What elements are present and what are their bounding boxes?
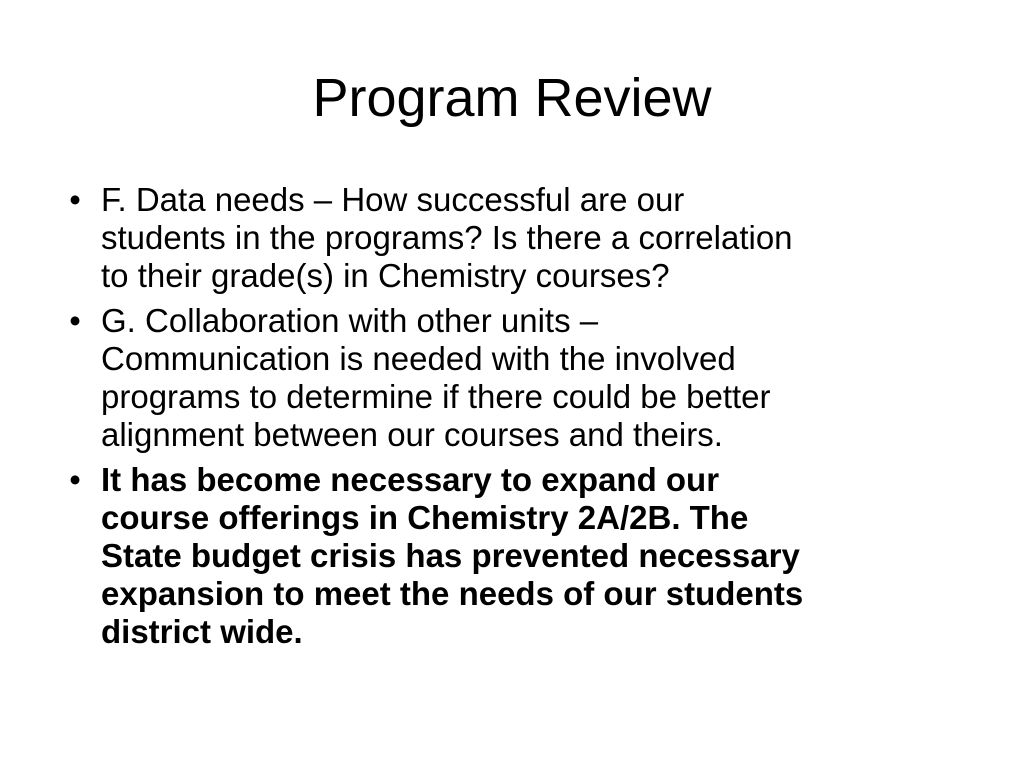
bullet-line: programs to determine if there could be better — [101, 378, 771, 415]
slide-title: Program Review — [312, 68, 712, 128]
bullet-line: alignment between our courses and theirs. — [101, 416, 723, 453]
bullet-icon: • — [69, 181, 81, 218]
bullet-line: F. Data needs – How successful are our — [101, 181, 685, 218]
bullet-icon: • — [69, 461, 81, 498]
bullet-item-data-needs — [60, 181, 960, 295]
bullet-text — [101, 461, 960, 651]
bullet-line: district wide. — [101, 613, 303, 650]
bullet-list — [60, 181, 960, 658]
bullet-text — [101, 181, 960, 295]
bullet-line: to their grade(s) in Chemistry courses? — [101, 257, 670, 294]
bullet-text — [101, 302, 960, 454]
bullet-line: G. Collaboration with other units – — [101, 302, 599, 339]
bullet-line: Communication is needed with the involved — [101, 340, 736, 377]
bullet-icon: • — [69, 302, 81, 339]
bullet-item-course-expansion — [60, 461, 960, 651]
bullet-line: It has become necessary to expand our — [101, 461, 720, 498]
bullet-line: expansion to meet the needs of our students — [101, 575, 804, 612]
bullet-item-collaboration — [60, 302, 960, 454]
bullet-line: students in the programs? Is there a correlation — [101, 219, 793, 256]
bullet-line: course offerings in Chemistry 2A/2B. The — [101, 499, 749, 536]
bullet-line: State budget crisis has prevented necessary — [101, 537, 800, 574]
